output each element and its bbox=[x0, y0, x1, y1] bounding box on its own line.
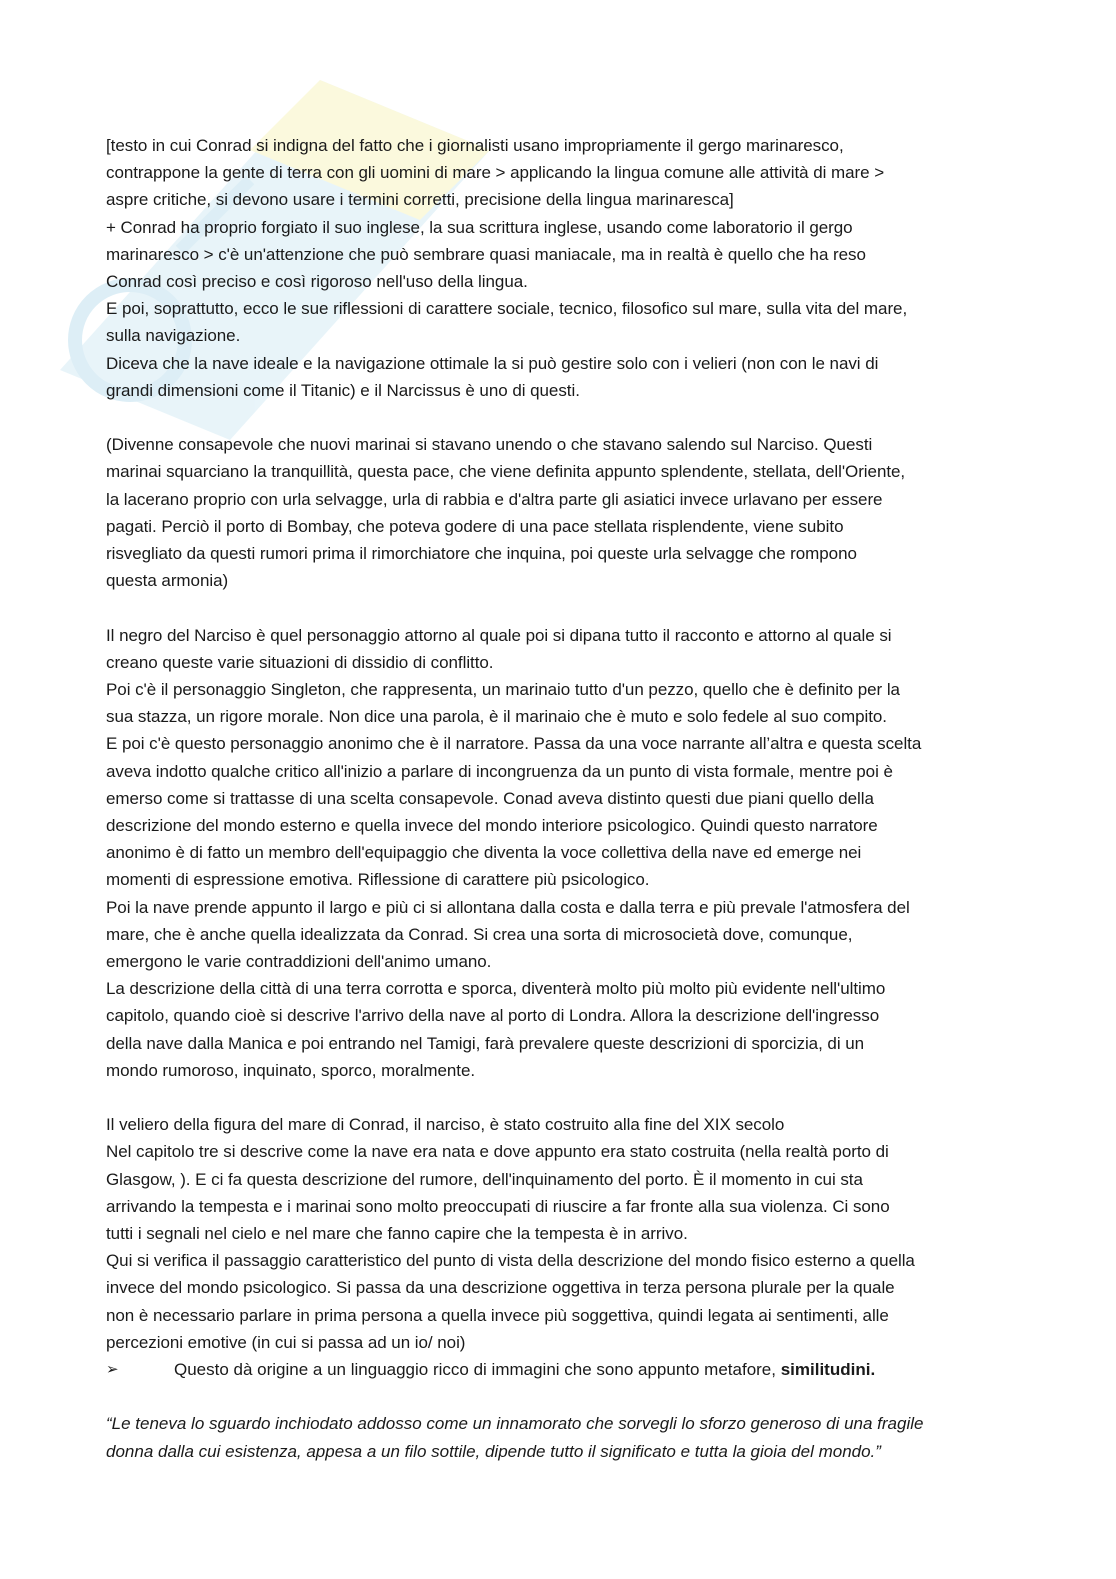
text-line: Qui si verifica il passaggio caratteristico del punto di vista della descrizione del mondo fisico esterno a quella bbox=[106, 1251, 915, 1271]
text-line: marinai squarciano la tranquillità, questa pace, che viene definita appunto splendente, stellata, dell'Oriente, bbox=[106, 462, 906, 482]
text-line: tutti i segnali nel cielo e nel mare che fanno capire che la tempesta è in arrivo. bbox=[106, 1224, 688, 1244]
text-line: (Divenne consapevole che nuovi marinai si stavano unendo o che stavano salendo sul Narciso. Questi bbox=[106, 435, 873, 455]
text-line: Glasgow, ). E ci fa questa descrizione del rumore, dell'inquinamento del porto. È il momento in cui sta bbox=[106, 1169, 863, 1189]
text-line: Il negro del Narciso è quel personaggio attorno al quale poi si dipana tutto il racconto e attorno al quale si bbox=[106, 625, 892, 645]
text-line: mare, che è anche quella idealizzata da Conrad. Si crea una sorta di microsocietà dove, comunque, bbox=[106, 924, 853, 944]
text-line: emerso come si trattasse di una scelta consapevole. Conad aveva distinto questi due piani quello della bbox=[106, 788, 874, 808]
text-line: Conrad così preciso e così rigoroso nell'uso della lingua. bbox=[106, 272, 528, 292]
text-line: anonimo è di fatto un membro dell'equipaggio che diventa la voce collettiva della nave ed emerge nei bbox=[106, 843, 862, 863]
bullet-item bbox=[106, 1356, 1006, 1383]
text-line: marinaresco > c'è un'attenzione che può sembrare quasi maniacale, ma in realtà è quello che ha reso bbox=[106, 244, 866, 264]
text-line: della nave dalla Manica e poi entrando nel Tamigi, farà prevalere queste descrizioni di sporcizia, di un bbox=[106, 1033, 865, 1053]
text-line: Poi c'è il personaggio Singleton, che rappresenta, un marinaio tutto d'un pezzo, quello che è definito per la bbox=[106, 680, 900, 700]
text-line: la lacerano proprio con urla selvagge, urla di rabbia e d'altra parte gli asiatici invece urlavano per essere bbox=[106, 489, 883, 509]
text-line: Poi la nave prende appunto il largo e più ci si allontana dalla costa e dalla terra e più prevale l'atmosfera del bbox=[106, 897, 910, 917]
text-line: contrappone la gente di terra con gli uomini di mare > applicando la lingua comune alle attività di mare > bbox=[106, 163, 885, 183]
text-line: non è necessario parlare in prima persona a quella invece più soggettiva, quindi legata ai sentimenti, alle bbox=[106, 1305, 889, 1325]
paragraph-2 bbox=[106, 431, 1006, 594]
quote-line: “Le teneva lo sguardo inchiodato addosso come un innamorato che sorvegli lo sforzo generoso di una fragile bbox=[106, 1414, 924, 1434]
paragraph-gap bbox=[106, 404, 1006, 431]
text-line: sua stazza, un rigore morale. Non dice una parola, è il marinaio che è muto e solo fedele al suo compito. bbox=[106, 707, 887, 727]
bullet-text: Questo dà origine a un linguaggio ricco di immagini che sono appunto metafore, bbox=[174, 1360, 781, 1380]
quote-block bbox=[106, 1410, 1006, 1464]
text-line: Il veliero della figura del mare di Conrad, il narciso, è stato costruito alla fine del XIX secolo bbox=[106, 1115, 785, 1135]
text-line: E poi c'è questo personaggio anonimo che è il narratore. Passa da una voce narrante all’altra e questa scelta bbox=[106, 734, 922, 754]
paragraph-gap bbox=[106, 594, 1006, 621]
text-line: Nel capitolo tre si descrive come la nave era nata e dove appunto era stato costruita (nella realtà porto di bbox=[106, 1142, 889, 1162]
text-line: [testo in cui Conrad si indigna del fatto che i giornalisti usano impropriamente il gergo marinaresco, bbox=[106, 136, 844, 155]
text-line: Diceva che la nave ideale e la navigazione ottimale la si può gestire solo con i velieri (non con le navi di bbox=[106, 353, 879, 373]
text-line: pagati. Perciò il porto di Bombay, che poteva godere di una pace stellata risplendente, viene subito bbox=[106, 516, 844, 536]
document-body bbox=[106, 132, 1006, 1465]
paragraph-4 bbox=[106, 1111, 1006, 1356]
text-line: percezioni emotive (in cui si passa ad un io/ noi) bbox=[106, 1332, 466, 1352]
paragraph-gap bbox=[106, 1383, 1006, 1410]
text-line: momenti di espressione emotiva. Riflessione di carattere più psicologico. bbox=[106, 870, 650, 890]
text-line: La descrizione della città di una terra corrotta e sporca, diventerà molto più molto più evidente nell'ultimo bbox=[106, 979, 886, 999]
quote-line: donna dalla cui esistenza, appesa a un filo sottile, dipende tutto il significato e tutta la gioia del mondo.” bbox=[106, 1441, 881, 1461]
text-line: creano queste varie situazioni di dissidio di conflitto. bbox=[106, 652, 494, 672]
paragraph-gap bbox=[106, 1084, 1006, 1111]
arrow-bullet-icon: ➢ bbox=[106, 1361, 119, 1379]
text-line: aveva indotto qualche critico all'inizio a parlare di incongruenza da un punto di vista formale, mentre poi è bbox=[106, 761, 893, 781]
text-line: arrivando la tempesta e i marinai sono molto preoccupati di riuscire a far fronte alla sua violenza. Ci sono bbox=[106, 1196, 890, 1216]
text-line: aspre critiche, si devono usare i termini corretti, precisione della lingua marinaresca] bbox=[106, 190, 734, 210]
text-line: capitolo, quando cioè si descrive l'arrivo della nave al porto di Londra. Allora la descrizione dell'ingresso bbox=[106, 1006, 880, 1026]
paragraph-3 bbox=[106, 622, 1006, 1084]
paragraph-1 bbox=[106, 132, 1006, 404]
text-line: mondo rumoroso, inquinato, sporco, moralmente. bbox=[106, 1060, 476, 1080]
bullet-bold-text: similitudini. bbox=[780, 1360, 876, 1380]
text-line: invece del mondo psicologico. Si passa da una descrizione oggettiva in terza persona plurale per la quale bbox=[106, 1278, 895, 1298]
text-line: emergono le varie contraddizioni dell'animo umano. bbox=[106, 952, 492, 972]
text-line: E poi, soprattutto, ecco le sue riflessioni di carattere sociale, tecnico, filosofico sul mare, sulla vita del mare, bbox=[106, 299, 908, 319]
text-line: questa armonia) bbox=[106, 571, 229, 591]
text-line: descrizione del mondo esterno e quella invece del mondo interiore psicologico. Quindi questo narratore bbox=[106, 816, 878, 836]
text-line: grandi dimensioni come il Titanic) e il Narcissus è uno di questi. bbox=[106, 380, 580, 400]
text-line: sulla navigazione. bbox=[106, 326, 241, 346]
text-line: risvegliato da questi rumori prima il rimorchiatore che inquina, poi queste urla selvagge che rompono bbox=[106, 544, 857, 564]
text-line: + Conrad ha proprio forgiato il suo inglese, la sua scrittura inglese, usando come laboratorio il gergo bbox=[106, 217, 853, 237]
